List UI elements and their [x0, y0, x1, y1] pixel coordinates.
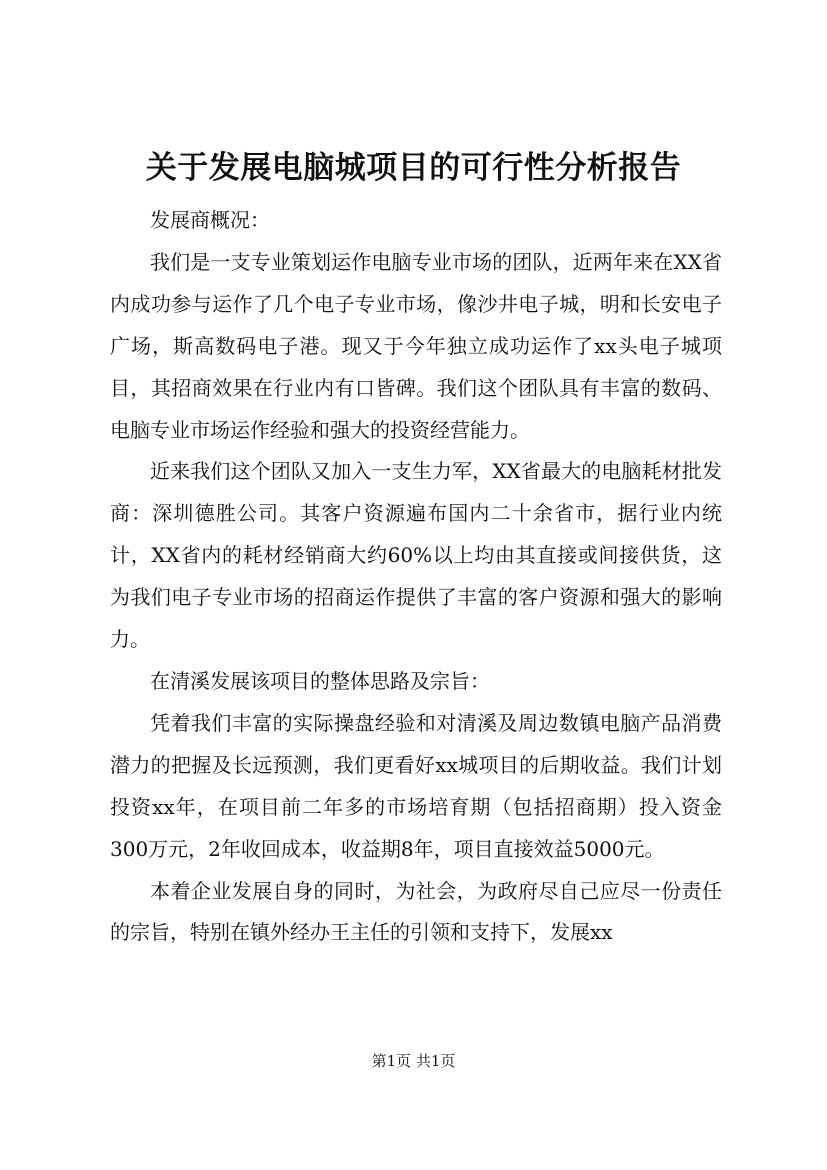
paragraph-strategy-heading: 在清溪发展该项目的整体思路及宗旨： — [150, 668, 490, 693]
paragraph-social-responsibility: 本着企业发展自身的同时，为社会，为政府尽自己应尽一份责任的宗旨，特别在镇外经办王主任的引领和支持下，发展xx — [110, 878, 722, 945]
paragraph-investment-plan: 凭着我们丰富的实际操盘经验和对清溪及周边数镇电脑产品消费潜力的把握及长远预测，我们更看好xx城项目的后期收益。我们计划投资xx年，在项目前二年多的市场培育期（包括招商期）投入资金300万元，2年收回成本，收益期8年，项目直接效益5000元。 — [110, 710, 722, 861]
paragraph-new-partner: 近来我们这个团队又加入一支生力军，XX省最大的电脑耗材批发商：深圳德胜公司。其客户资源遍布国内二十余省市，据行业内统计，XX省内的耗材经销商大约60%以上均由其直接或间接供货，这为我们电子专业市场的招商运作提供了丰富的客户资源和强大的影响力。 — [110, 459, 722, 652]
document-body — [110, 200, 722, 954]
document-title: 关于发展电脑城项目的可行性分析报告 — [145, 150, 682, 186]
page-number-footer: 第1页 共1页 — [371, 1052, 456, 1070]
paragraph-developer-overview-heading: 发展商概况： — [150, 208, 270, 232]
paragraph-team-intro: 我们是一支专业策划运作电脑专业市场的团队，近两年来在XX省内成功参与运作了几个电子专业市场，像沙井电子城，明和长安电子广场，斯高数码电子港。现又于今年独立成功运作了xx头电子城项目，其招商效果在行业内有口皆碑。我们这个团队具有丰富的数码、电脑专业市场运作经验和强大的投资经营能力。 — [110, 249, 722, 442]
